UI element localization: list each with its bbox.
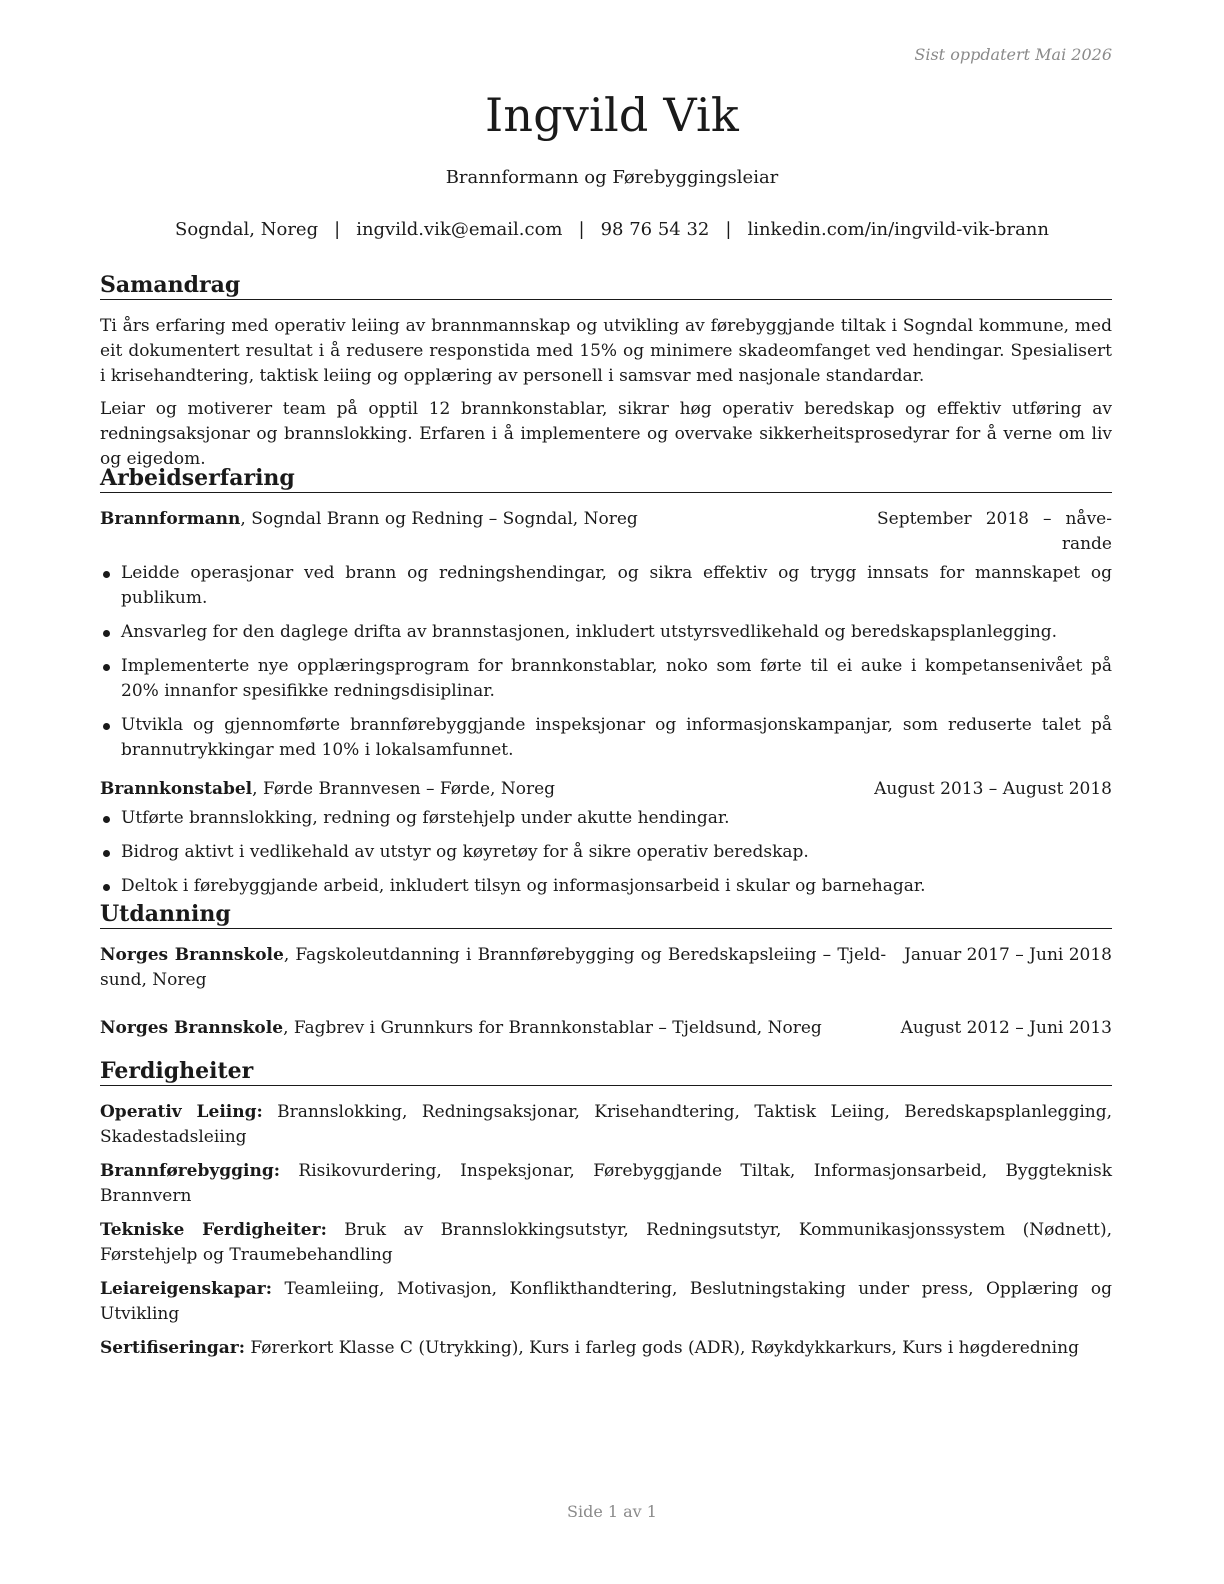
job-entry (100, 777, 1112, 899)
section-heading-experience: Arbeidserfaring (100, 464, 1112, 493)
job-bullets (100, 561, 1112, 763)
contact-separator: | (725, 219, 732, 240)
bullet-icon (103, 816, 110, 823)
list-item (100, 874, 1112, 899)
skills-section (100, 1057, 1112, 1370)
education-dates: Januar 2017 – Juni 2018 (904, 945, 1112, 965)
skill-text: Førerkort Klasse C (Utrykking), Kurs i farleg gods (ADR), Røykdykkarkurs, Kurs i høgderedning (245, 1338, 1079, 1358)
list-item (100, 806, 1112, 831)
bullet-icon (103, 664, 110, 671)
bullet-text: Ansvarleg for den daglege drifta av brannstasjonen, inkludert utstyrsvedlikehald og beredskapsplanlegging. (121, 622, 1058, 642)
job-header (100, 777, 1112, 802)
education-school-detail (100, 1016, 901, 1041)
job-entry (100, 507, 1112, 763)
section-heading-summary: Samandrag (100, 271, 1112, 300)
job-org: , Førde Brannvesen – Førde, Noreg (252, 779, 556, 799)
skill-row (100, 1100, 1112, 1150)
list-item (100, 620, 1112, 645)
contact-location: Sogndal, Noreg (175, 219, 319, 240)
list-item (100, 840, 1112, 865)
bullet-text: Utvikla og gjennomførte brannførebyggjande inspeksjonar og informasjonskampanjar, som reduserte talet på brannutrykkingar med 10% i lokalsamfunnet. (121, 715, 1112, 760)
job-title: Brannkonstabel (100, 779, 253, 799)
bullet-icon (103, 571, 110, 578)
bullet-text: Deltok i førebyggjande arbeid, inkludert tilsyn og informasjonsarbeid i skular og barnehagar. (121, 876, 926, 896)
bullet-icon (103, 630, 110, 637)
section-heading-skills: Ferdigheiter (100, 1057, 1112, 1086)
candidate-name: Ingvild Vik (485, 88, 739, 142)
education-detail: , Fagbrev i Grunnkurs for Brannkonstablar – Tjeldsund, Noreg (283, 1018, 822, 1038)
summary-paragraph: Leiar og motiverer team på opptil 12 brannkonstablar, sikrar høg operativ beredskap og effektiv utføring av redningsaksjonar og brannslokking. Erfaren i å implementere og overvake sikkerheitsprosedyrar for å verne om liv og eigedom. (100, 399, 1112, 469)
contact-phone: 98 76 54 32 (600, 219, 710, 240)
job-org: , Sogndal Brann og Redning – Sogndal, Noreg (240, 509, 638, 529)
education-school: Norges Brannskole (100, 945, 284, 965)
education-dates: August 2012 – Juni 2013 (900, 1018, 1112, 1038)
job-title-org (100, 507, 877, 557)
education-school: Norges Brannskole (100, 1018, 284, 1038)
bullet-icon (103, 884, 110, 891)
skill-row (100, 1277, 1112, 1327)
list-item (100, 654, 1112, 704)
page-number: Side 1 av 1 (567, 1502, 657, 1521)
skill-row (100, 1336, 1112, 1361)
skill-row (100, 1218, 1112, 1268)
skill-text: Bruk av Brannslokkingsutstyr, Redningsutstyr, Kommunikasjonssystem (Nødnett), Førstehjelp og Traumebehandling (100, 1220, 1112, 1265)
education-detail: , Fagskoleutdanning i Brannførebygging og Beredskapsleiing – Tjeldsund, Noreg (100, 945, 887, 990)
job-bullets (100, 806, 1112, 899)
job-dates: August 2013 – August 2018 (874, 779, 1112, 799)
skill-text: Teamleiing, Motivasjon, Konflikthandtering, Beslutningstaking under press, Opplæring og Utvikling (100, 1279, 1112, 1324)
list-item (100, 713, 1112, 763)
skill-label: Brannførebygging: (100, 1161, 281, 1181)
skill-row (100, 1159, 1112, 1209)
summary-paragraph: Ti års erfaring med operativ leiing av brannmannskap og utvikling av førebyggjande tiltak i Sogndal kommune, med eit dokumentert resultat i å redusere responstida med 15% og minimere skadeomfanget ved hendingar. Spesialisert i krisehandtering, taktisk leiing og opplæring av personell i samsvar med nasjonale standardar. (100, 316, 1112, 386)
bullet-text: Implementerte nye opplæringsprogram for brannkonstablar, noko som førte til ei auke i kompetansenivået på 20% innanfor spesifikke redningsdisiplinar. (121, 656, 1112, 701)
section-heading-education: Utdanning (100, 900, 1112, 929)
skill-label: Tekniske Ferdigheiter: (100, 1220, 327, 1240)
bullet-icon (103, 850, 110, 857)
summary-section (100, 271, 1112, 480)
skill-text: Risikovurdering, Inspeksjonar, Førebyggjande Tiltak, Informasjonsarbeid, Byggteknisk Brannvern (100, 1161, 1112, 1206)
last-updated: Sist oppdatert Mai 2026 (914, 45, 1112, 64)
list-item (100, 561, 1112, 611)
job-title: Brannformann og Førebyggingsleiar (445, 167, 779, 188)
education-entry (100, 1016, 1112, 1041)
bullet-text: Leidde operasjonar ved brann og redningshendingar, og sikra effektiv og trygg innsats for mannskapet og publikum. (121, 563, 1112, 608)
education-entry (100, 943, 1112, 993)
skill-text: Brannslokking, Redningsaksjonar, Krisehandtering, Taktisk Leiing, Beredskapsplanlegging, Skadestadsleiing (100, 1102, 1112, 1147)
contact-linkedin[interactable]: linkedin.com/in/ingvild-vik-brann (747, 219, 1049, 240)
bullet-text: Utførte brannslokking, redning og førstehjelp under akutte hendingar. (121, 808, 730, 828)
contact-separator: | (334, 219, 341, 240)
bullet-icon (103, 723, 110, 730)
education-section (100, 900, 1112, 1041)
education-school-detail (100, 943, 904, 993)
skill-label: Operativ Leiing: (100, 1102, 263, 1122)
skill-label: Leiareigenskapar: (100, 1279, 273, 1299)
skill-label: Sertifiseringar: (100, 1338, 246, 1358)
contact-email[interactable]: ingvild.vik@email.com (356, 219, 563, 240)
job-title: Brannformann (100, 509, 241, 529)
job-header (100, 507, 1112, 557)
job-dates: September 2018 – nåverande (877, 509, 1112, 554)
contact-separator: | (578, 219, 585, 240)
job-title-org (100, 777, 874, 802)
contact-line (0, 219, 1224, 240)
experience-section (100, 464, 1112, 908)
bullet-text: Bidrog aktivt i vedlikehald av utstyr og køyretøy for å sikre operativ beredskap. (121, 842, 809, 862)
